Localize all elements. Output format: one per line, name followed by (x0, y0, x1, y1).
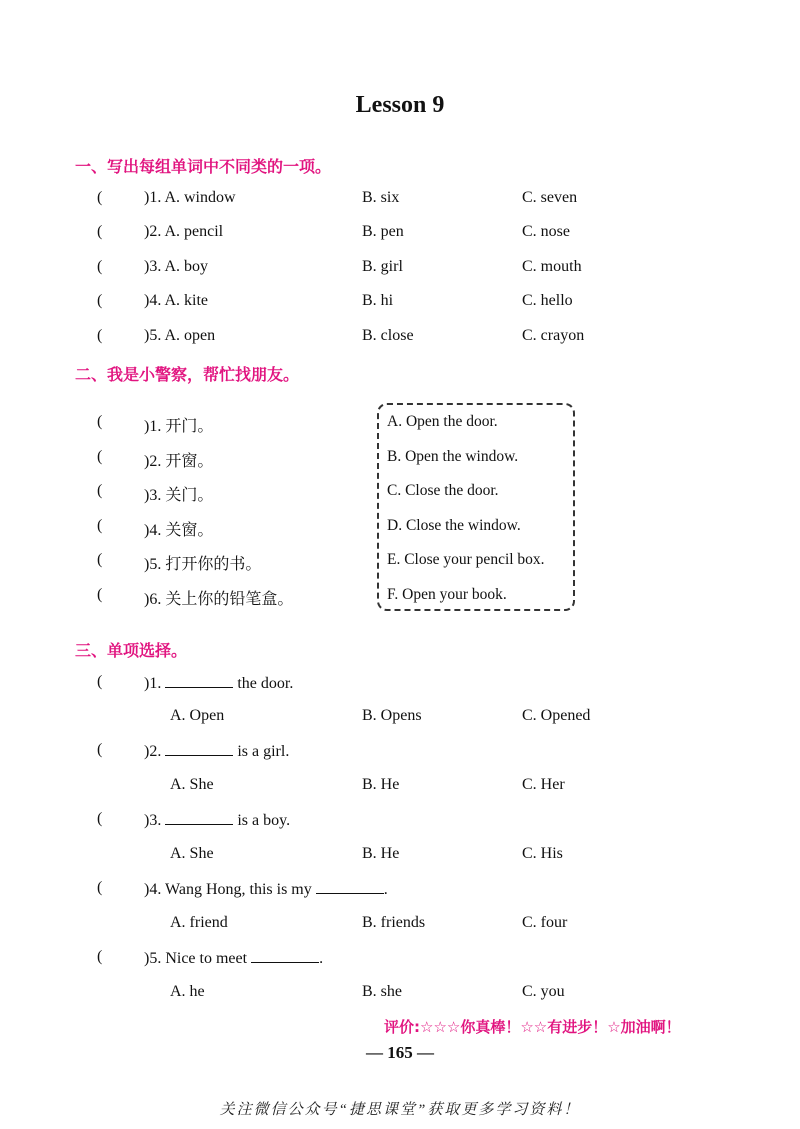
answer-paren[interactable]: ( (97, 482, 103, 499)
option-f: F. Open your book. (387, 586, 507, 603)
answer-paren[interactable]: ( (97, 551, 103, 568)
question-text: )3. 关门。 (144, 487, 214, 504)
choice-c: C. crayon (522, 327, 585, 344)
choice-b: B. friends (362, 914, 426, 931)
section2-heading: 二、我是小警察，帮忙找朋友。 (75, 365, 300, 384)
choice-c: C. seven (522, 189, 578, 206)
choice-a: A. Open (170, 707, 225, 724)
question-text: )3. A. boy (144, 258, 208, 275)
choice-c: C. His (522, 845, 563, 862)
choice-b: B. He (362, 776, 400, 793)
footer-note: 关注微信公众号“捷思课堂”获取更多学习资料！ (219, 1102, 581, 1118)
question-text: )3. is a boy. (144, 812, 291, 829)
fill-blank[interactable] (251, 948, 319, 963)
choice-c: C. hello (522, 292, 573, 309)
question-text: )2. 开窗。 (144, 453, 214, 470)
option-c: C. Close the door. (387, 482, 499, 499)
question-text: )2. A. pencil (144, 223, 224, 240)
choice-c: C. nose (522, 223, 570, 240)
option-a: A. Open the door. (387, 413, 498, 430)
question-text: )4. A. kite (144, 292, 208, 309)
option-e: E. Close your pencil box. (387, 551, 545, 568)
answer-paren[interactable]: ( (97, 586, 103, 603)
question-text: )4. 关窗。 (144, 522, 214, 539)
choice-b: B. girl (362, 258, 403, 275)
answer-paren[interactable]: ( (97, 413, 103, 430)
fill-blank[interactable] (316, 879, 384, 894)
choice-b: B. pen (362, 223, 404, 240)
choice-c: C. you (522, 983, 565, 1000)
answer-paren[interactable]: ( (97, 741, 103, 758)
choice-b: B. she (362, 983, 402, 1000)
section3-heading: 三、单项选择。 (75, 641, 188, 660)
choice-c: C. Opened (522, 707, 591, 724)
option-d: D. Close the window. (387, 517, 521, 534)
answer-paren[interactable]: ( (97, 189, 103, 206)
choice-c: C. Her (522, 776, 565, 793)
choice-a: A. She (170, 845, 214, 862)
answer-paren[interactable]: ( (97, 810, 103, 827)
question-text: )1. 开门。 (144, 418, 214, 435)
choice-b: B. close (362, 327, 414, 344)
fill-blank[interactable] (165, 810, 233, 825)
answer-paren[interactable]: ( (97, 517, 103, 534)
question-text: )2. is a girl. (144, 743, 290, 760)
option-b: B. Open the window. (387, 448, 519, 465)
choice-c: C. mouth (522, 258, 582, 275)
section1-heading: 一、写出每组单词中不同类的一项。 (75, 157, 332, 176)
question-text: )1. the door. (144, 675, 294, 692)
answer-paren[interactable]: ( (97, 879, 103, 896)
answer-paren[interactable]: ( (97, 223, 103, 240)
answer-paren[interactable]: ( (97, 673, 103, 690)
question-text: )5. 打开你的书。 (144, 556, 262, 573)
choice-b: B. six (362, 189, 400, 206)
rating-line: 评价:☆☆☆你真棒！☆☆有进步！☆加油啊！ (384, 1018, 681, 1036)
answer-paren[interactable]: ( (97, 948, 103, 965)
choice-a: A. friend (170, 914, 228, 931)
choice-c: C. four (522, 914, 568, 931)
question-text: )1. A. window (144, 189, 236, 206)
choice-b: B. hi (362, 292, 394, 309)
choice-a: A. he (170, 983, 205, 1000)
answer-paren[interactable]: ( (97, 327, 103, 344)
choice-a: A. She (170, 776, 214, 793)
fill-blank[interactable] (165, 673, 233, 688)
question-text: )6. 关上你的铅笔盒。 (144, 591, 294, 608)
question-text: )5. Nice to meet . (144, 950, 324, 967)
fill-blank[interactable] (165, 741, 233, 756)
choice-b: B. He (362, 845, 400, 862)
page-number: — 165 — (366, 1043, 434, 1062)
choice-b: B. Opens (362, 707, 422, 724)
answer-paren[interactable]: ( (97, 292, 103, 309)
options-box (377, 403, 575, 611)
answer-paren[interactable]: ( (97, 448, 103, 465)
question-text: )5. A. open (144, 327, 216, 344)
page-title: Lesson 9 (355, 92, 445, 118)
question-text: )4. Wang Hong, this is my . (144, 881, 388, 898)
answer-paren[interactable]: ( (97, 258, 103, 275)
